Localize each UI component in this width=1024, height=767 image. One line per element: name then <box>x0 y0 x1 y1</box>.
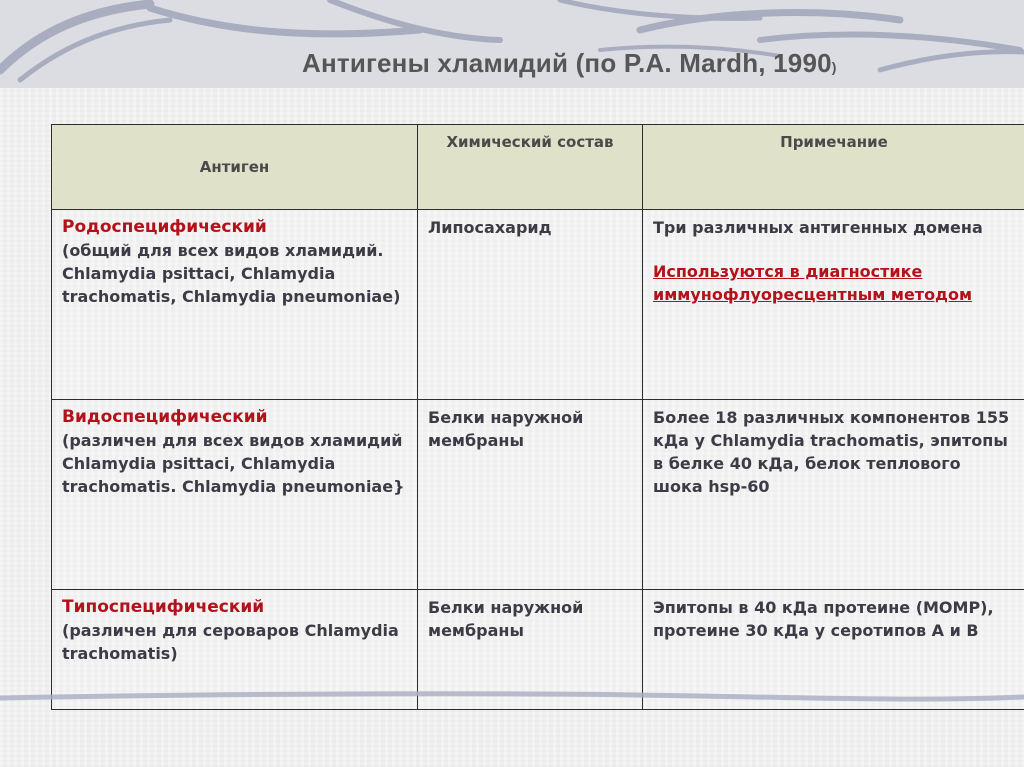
header-note-label: Примечание <box>780 133 888 151</box>
note-cell <box>643 400 1024 590</box>
header-composition-label: Химический состав <box>446 133 614 151</box>
note-highlight: Используются в диагностике иммунофлуоресцентным методом <box>653 262 973 304</box>
note-text: Эпитопы в 40 кДа протеине (MOMP), протеине 30 кДа у серотипов A и B <box>653 598 994 640</box>
note-text: Три различных антигенных домена <box>653 218 983 237</box>
header-antigen <box>52 125 418 210</box>
note-text: Более 18 различных компонентов 155 кДа у Chlamydia trachomatis, эпитопы в белке 40 кДа, белок теплового шока hsp-60 <box>653 408 1010 496</box>
antigen-description: (различен для сероваров Chlamydia trachomatis) <box>62 621 399 663</box>
decorative-bottom-stroke <box>0 688 1024 708</box>
composition-cell <box>418 210 643 400</box>
composition-text: Белки наружной мембраны <box>428 598 584 640</box>
title-text: Антигены хламидий (по P.A. Mardh, 1990 <box>302 48 832 78</box>
composition-cell <box>418 400 643 590</box>
header-antigen-label: Антиген <box>199 158 270 176</box>
header-note <box>643 125 1024 210</box>
title-close-paren: ) <box>831 59 837 75</box>
composition-text: Белки наружной мембраны <box>428 408 584 450</box>
antigen-description: (общий для всех видов хламидий. Chlamydia psittaci, Chlamydia trachomatis, Chlamydia pneumoniae) <box>62 241 401 306</box>
antigen-name: Видоспецифический <box>62 407 268 427</box>
note-cell <box>643 210 1024 400</box>
table-row <box>52 400 1024 590</box>
antigen-cell <box>52 400 418 590</box>
table-header-row <box>52 125 1024 210</box>
slide-title <box>302 48 837 79</box>
antigen-description: (различен для всех видов хламидий Chlamydia psittaci, Chlamydia trachomatis. Chlamydia pneumoniae} <box>62 431 405 496</box>
table-row <box>52 210 1024 400</box>
antigen-name: Родоспецифический <box>62 217 267 237</box>
header-composition <box>418 125 643 210</box>
composition-text: Липосахарид <box>428 218 552 237</box>
antigen-name: Типоспецифический <box>62 597 265 617</box>
antigen-table <box>51 124 1024 710</box>
antigen-cell <box>52 210 418 400</box>
